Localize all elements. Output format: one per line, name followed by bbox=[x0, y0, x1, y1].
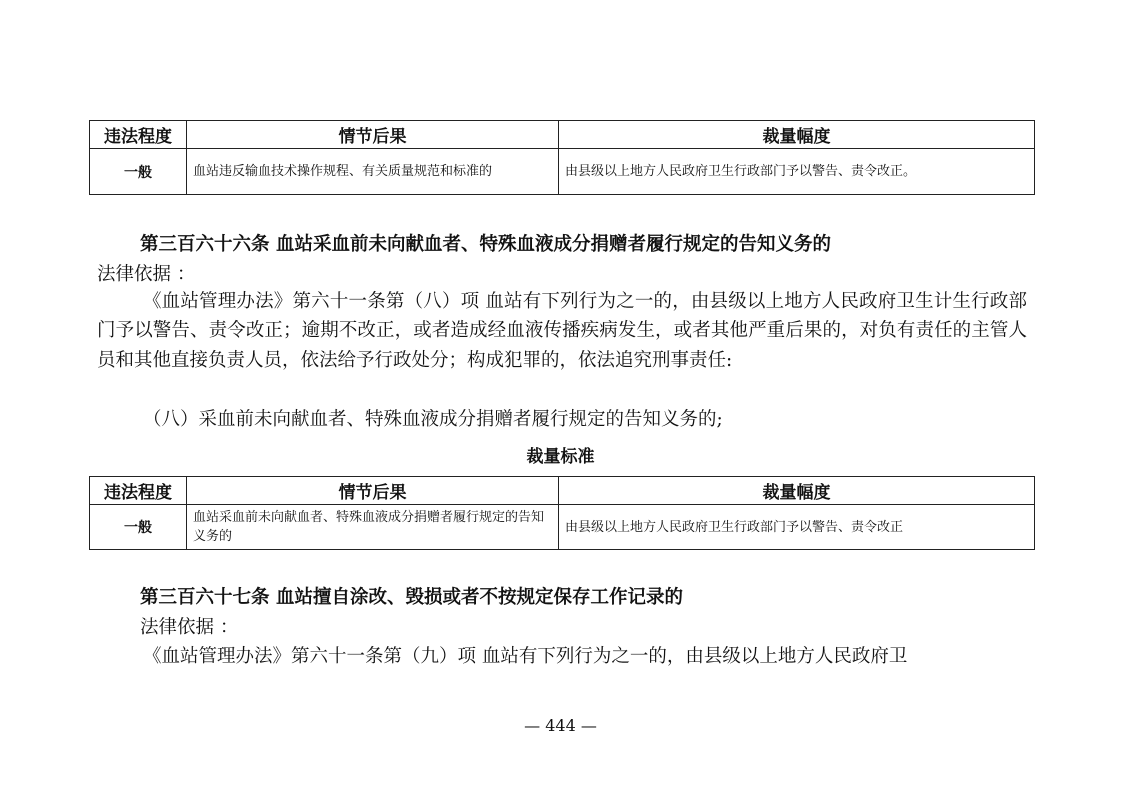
violation-level: 一般 bbox=[90, 505, 187, 550]
legal-basis-text: 《血站管理办法》第六十一条第（九）项 血站有下列行为之一的，由县级以上地方人民政府卫 bbox=[143, 646, 908, 667]
header-penalty-range: 裁量幅度 bbox=[559, 477, 1035, 505]
legal-basis-item: （八）采血前未向献血者、特殊血液成分捐赠者履行规定的告知义务的; bbox=[143, 409, 723, 430]
legal-basis-text: 《血站管理办法》第六十一条第（八）项 血站有下列行为之一的，由县级以上地方人民政府卫生计生行政部门予以警告、责令改正；逾期不改正，或者造成经血液传播疾病发生，或者其他严重后果的，对负有责任的主管人员和其他直接负责人员，依法给予行政处分；构成犯罪的，依法追究刑事责任: bbox=[97, 291, 1027, 371]
circumstance-text: 血站采血前未向献血者、特殊血液成分捐赠者履行规定的告知义务的 bbox=[187, 505, 559, 550]
table-header-row bbox=[90, 477, 1035, 505]
table-title: 裁量标准 bbox=[526, 447, 595, 467]
legal-basis-label: 法律依据 ： bbox=[140, 617, 239, 638]
article-366-heading: 第三百六十六条 血站采血前未向献血者、特殊血液成分捐赠者履行规定的告知义务的 bbox=[140, 234, 831, 255]
penalty-range-text: 由县级以上地方人民政府卫生行政部门予以警告、责令改正 bbox=[559, 505, 1035, 550]
table-header-row bbox=[90, 121, 1035, 149]
header-circumstance: 情节后果 bbox=[187, 477, 559, 505]
article-367-heading: 第三百六十七条 血站擅自涂改、毁损或者不按规定保存工作记录的 bbox=[140, 587, 683, 608]
discretion-table-2 bbox=[89, 476, 1035, 550]
table-row bbox=[90, 149, 1035, 195]
header-circumstance: 情节后果 bbox=[187, 121, 559, 149]
violation-level: 一般 bbox=[90, 149, 187, 195]
circumstance-text: 血站违反输血技术操作规程、有关质量规范和标准的 bbox=[187, 149, 559, 195]
penalty-range-text: 由县级以上地方人民政府卫生行政部门予以警告、责令改正。 bbox=[559, 149, 1035, 195]
page-number: — 444 — bbox=[524, 716, 597, 735]
table-row bbox=[90, 505, 1035, 550]
header-violation-level: 违法程度 bbox=[90, 477, 187, 505]
discretion-table-1 bbox=[89, 120, 1035, 195]
legal-basis-label: 法律依据 ： bbox=[97, 264, 196, 285]
header-violation-level: 违法程度 bbox=[90, 121, 187, 149]
header-penalty-range: 裁量幅度 bbox=[559, 121, 1035, 149]
